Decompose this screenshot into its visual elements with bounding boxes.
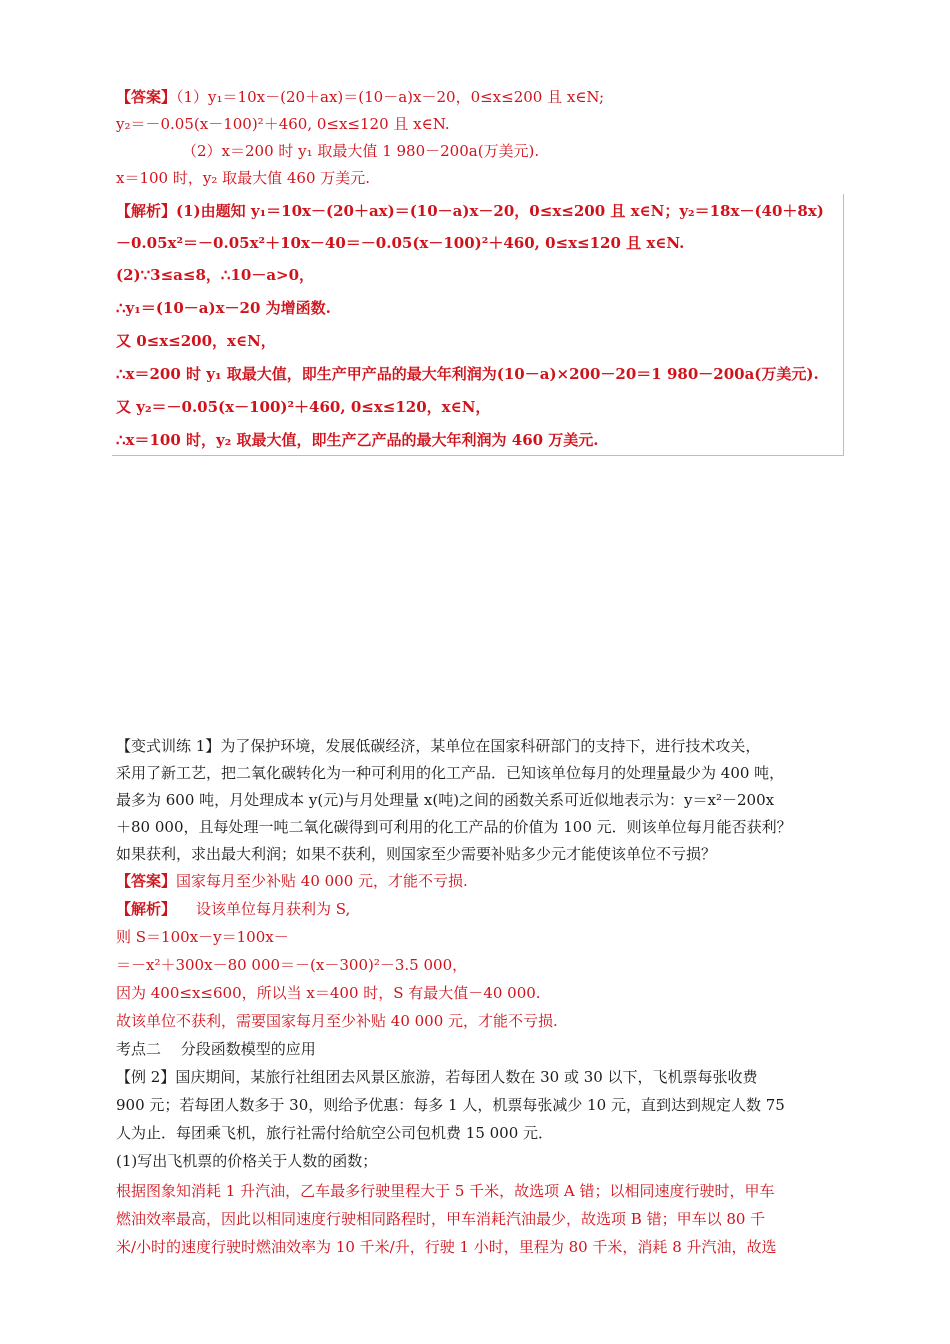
example2-line4: (1)写出飞机票的价格关于人数的函数； [116, 1152, 378, 1170]
variant1-line1 [116, 735, 760, 757]
analysis2-text1: 设该单位每月获利为 S, [196, 900, 351, 918]
analysis1-line2: －0.05x²＝－0.05x²＋10x－40＝－0.05(x－100)²＋460, 0≤x≤120 且 x∈N. [116, 234, 685, 252]
analysis2-tag: 【解析】 [116, 900, 177, 918]
answer2-line [116, 870, 468, 892]
analysis1-line5: 又 0≤x≤200，x∈N， [116, 332, 276, 350]
analysis1-line1 [116, 200, 824, 222]
analysis1-line3: (2)∵3≤a≤8，∴10－a>0， [116, 266, 315, 284]
answer2-text: 国家每月至少补贴 40 000 元，才能不亏损. [176, 872, 468, 890]
answer1-text1: （1）y₁＝10x－(20＋ax)＝(10－a)x－20，0≤x≤200 且 x∈N; [176, 88, 605, 106]
analysis2-line5: 故该单位不获利，需要国家每月至少补贴 40 000 元，才能不亏损. [116, 1012, 558, 1030]
analysis2-line1 [116, 898, 350, 920]
analysis1-box [112, 194, 844, 456]
redtail-line2: 燃油效率最高，因此以相同速度行驶相同路程时，甲车消耗汽油最少，故选项 B 错；甲车以 80 千 [116, 1210, 766, 1228]
section2-title: 考点二 分段函数模型的应用 [116, 1040, 316, 1058]
variant1-line2: 采用了新工艺，把二氧化碳转化为一种可利用的化工产品．已知该单位每月的处理量最少为 400 吨， [116, 764, 785, 782]
example2-tag: 【例 2】 [116, 1068, 176, 1086]
answer2-tag: 【答案】 [116, 872, 177, 890]
analysis1-line7: 又 y₂＝－0.05(x－100)²＋460, 0≤x≤120，x∈N， [116, 398, 491, 416]
variant1-line4: ＋80 000，且每处理一吨二氧化碳得到可利用的化工产品的价值为 100 元．则该单位每月能否获利？ [116, 818, 792, 836]
example2-line2: 900 元；若每团人数多于 30，则给予优惠：每多 1 人，机票每张减少 10 元，直到达到规定人数 75 [116, 1096, 785, 1114]
redtail-line1: 根据图象知消耗 1 升汽油，乙车最多行驶里程大于 5 千米，故选项 A 错；以相同速度行驶时，甲车 [116, 1182, 775, 1200]
variant1-line5: 如果获利，求出最大利润；如果不获利，则国家至少需要补贴多少元才能使该单位不亏损？ [116, 845, 717, 863]
analysis2-line4: 因为 400≤x≤600，所以当 x＝400 时，S 有最大值－40 000. [116, 984, 541, 1002]
analysis1-line8: ∴x＝100 时，y₂ 取最大值，即生产乙产品的最大年利润为 460 万美元. [116, 431, 599, 449]
variant1-text1: 为了保护环境，发展低碳经济，某单位在国家科研部门的支持下，进行技术攻关， [220, 737, 761, 755]
analysis2-line3: ＝－x²＋300x－80 000＝－(x－300)²－3.5 000， [116, 956, 468, 974]
variant1-line3: 最多为 600 吨，月处理成本 y(元)与月处理量 x(吨)之间的函数关系可近似地表示为：y＝x²－200x [116, 791, 775, 809]
analysis2-line2: 则 S＝100x－y＝100x－ [116, 928, 289, 946]
redtail-line3: 米/小时的速度行驶时燃油效率为 10 千米/升，行驶 1 小时，里程为 80 千米，消耗 8 升汽油，故选 [116, 1238, 777, 1256]
example2-line1 [116, 1066, 758, 1088]
analysis1-tag: 【解析】 [116, 202, 177, 220]
answer1-line1 [116, 86, 604, 108]
analysis1-text1: (1)由题知 y₁＝10x－(20＋ax)＝(10－a)x－20，0≤x≤200 且 x∈N；y₂＝18x－(40＋8x) [176, 202, 824, 220]
answer1-tag: 【答案】 [116, 88, 177, 106]
analysis1-line4: ∴y₁＝(10－a)x－20 为增函数. [116, 299, 331, 317]
example2-line3: 人为止．每团乘飞机，旅行社需付给航空公司包机费 15 000 元． [116, 1124, 554, 1142]
variant1-tag: 【变式训练 1】 [116, 737, 221, 755]
answer1-line4: x＝100 时，y₂ 取最大值 460 万美元. [116, 169, 371, 187]
analysis1-line6: ∴x＝200 时 y₁ 取最大值，即生产甲产品的最大年利润为(10－a)×200－20＝1 980－200a(万美元). [116, 365, 819, 383]
answer1-line3: （2）x＝200 时 y₁ 取最大值 1 980－200a(万美元). [182, 142, 540, 160]
example2-text1: 国庆期间，某旅行社组团去风景区旅游，若每团人数在 30 或 30 以下，飞机票每张收费 [175, 1068, 758, 1086]
answer1-line2: y₂＝－0.05(x－100)²＋460, 0≤x≤120 且 x∈N. [116, 115, 450, 133]
